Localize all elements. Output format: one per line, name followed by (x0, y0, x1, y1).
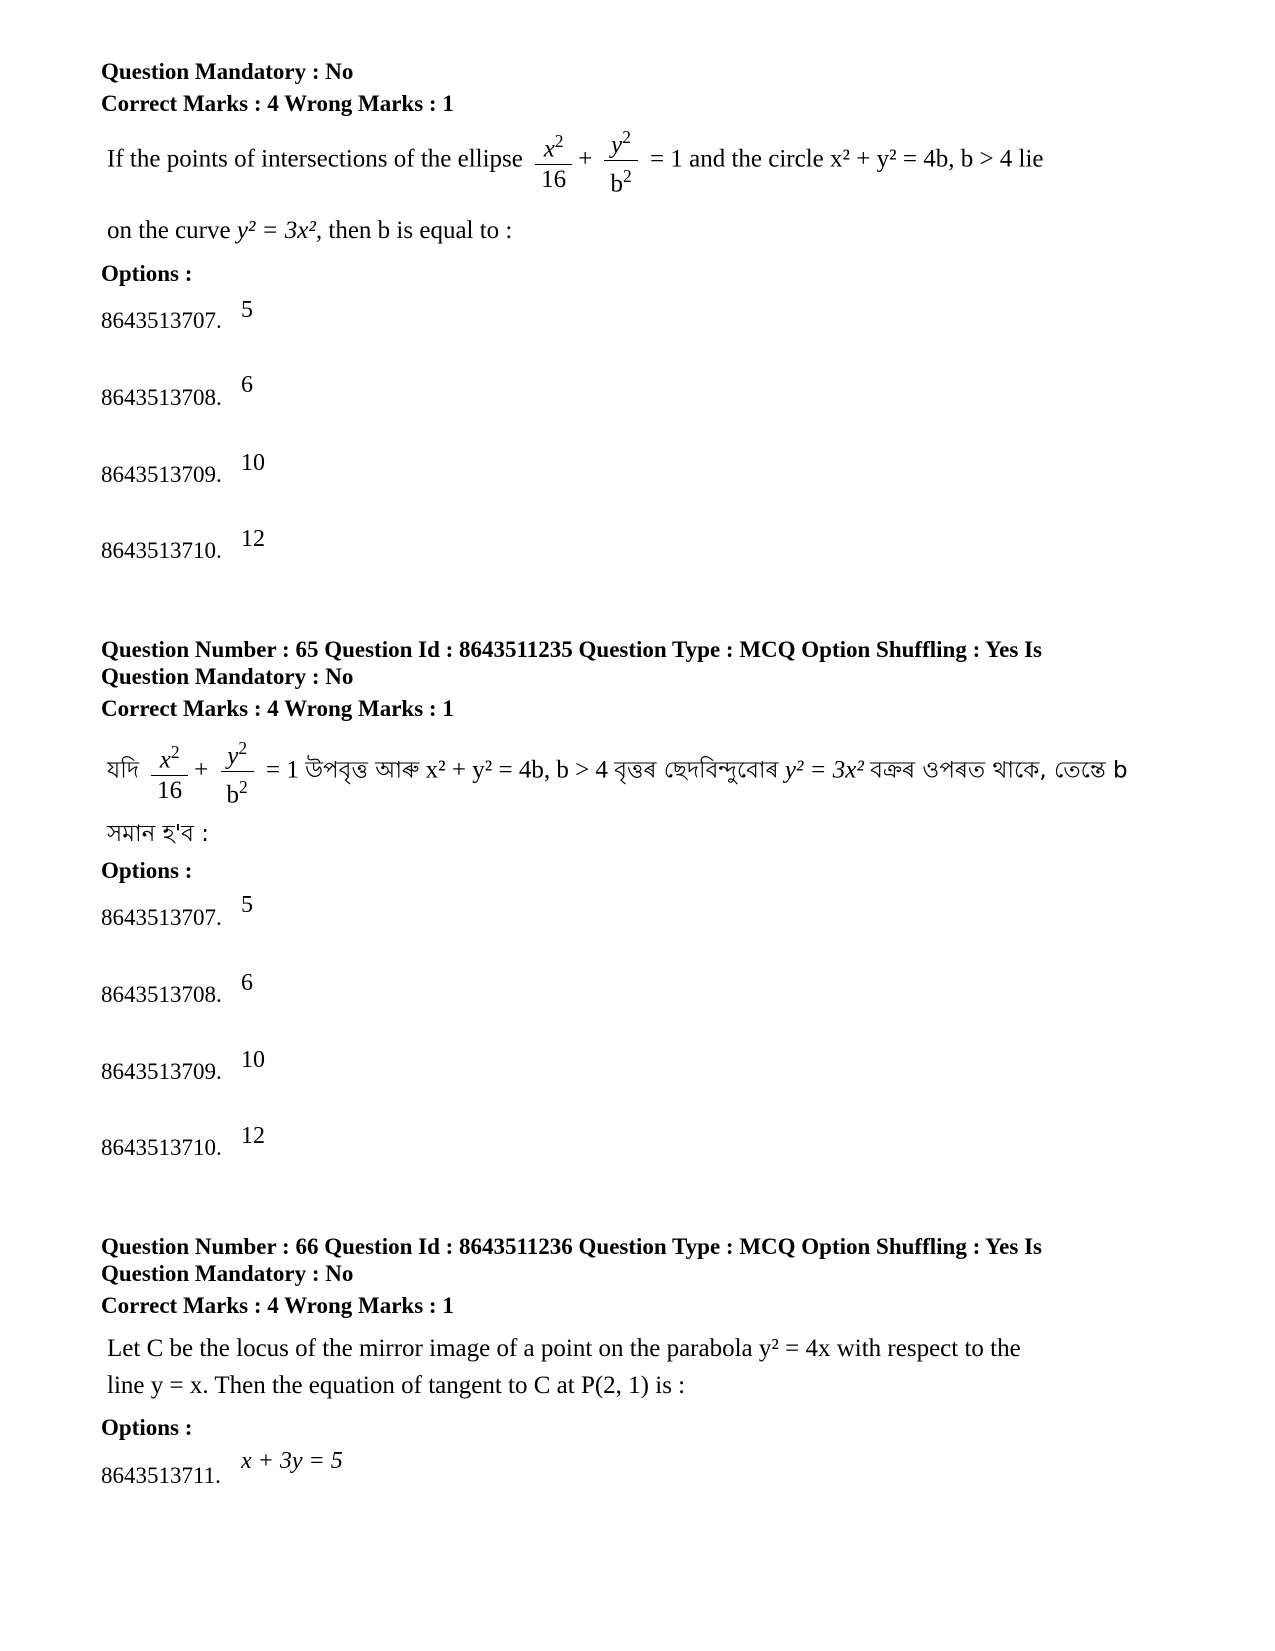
option-value[interactable]: 10 (241, 1047, 265, 1073)
question-text-line2: সমান হ'ব : (107, 821, 209, 847)
question-text-line1: যদি $\frac{x^2}{16}$ + $\frac{y^2}{b^2}$ = 1 উপবৃত্ত আৰু x² + y² = 4b, b > 4 বৃত্তৰ ছেদবিন্দুবোৰ y² = 3x² বক্ৰৰ ওপৰত থাকে, তেন্তে b (107, 733, 1128, 811)
options-label: Options : (101, 261, 193, 286)
question-mandatory: Question Mandatory : No (101, 664, 354, 689)
option-id: 8643513708. (101, 982, 222, 1007)
question-mandatory: Question Mandatory : No (101, 1261, 354, 1286)
question-marks: Correct Marks : 4 Wrong Marks : 1 (101, 1293, 454, 1318)
option-id: 8643513709. (101, 1059, 222, 1084)
option-value[interactable]: 10 (241, 450, 265, 476)
fraction-y2-b2: $\frac{y^2}{b^2}$ (221, 733, 254, 811)
option-id: 8643513707. (101, 905, 222, 930)
question-text-line2: line y = x. Then the equation of tangent to C at P(2, 1) is : (107, 1372, 686, 1399)
options-label: Options : (101, 1415, 193, 1440)
curve-equation: y² = 3x² (784, 756, 864, 784)
option-id: 8643513708. (101, 385, 222, 410)
question-text-line1: If the points of intersections of the ellipse $\frac{x^2}{16}$ + $\frac{y^2}{b^2}$ = 1 and the circle x² + y² = 4b, b > 4 lie (107, 122, 1044, 200)
option-id: 8643513709. (101, 462, 222, 487)
question-marks: Correct Marks : 4 Wrong Marks : 1 (101, 696, 454, 721)
curve-equation: y² = 3x², (236, 217, 323, 244)
option-id: 8643513707. (101, 308, 222, 333)
question-header: Question Number : 66 Question Id : 8643511236 Question Type : MCQ Option Shuffling : Yes Is (101, 1234, 1042, 1259)
question-header: Question Number : 65 Question Id : 8643511235 Question Type : MCQ Option Shuffling : Yes Is (101, 637, 1042, 662)
option-value[interactable]: 6 (241, 372, 253, 398)
option-value[interactable]: x + 3y = 5 (241, 1448, 343, 1474)
option-value[interactable]: 12 (241, 526, 265, 552)
options-label: Options : (101, 858, 193, 883)
circle-equation: x² + y² = 4b, b > 4 (425, 756, 608, 784)
fraction-x2-16: $\frac{x^2}{16}$ (151, 737, 188, 806)
fraction-x2-16: $\frac{x^2}{16}$ (535, 126, 572, 195)
option-value[interactable]: 12 (241, 1123, 265, 1149)
question-text: If the points of intersections of the ellipse (107, 145, 523, 173)
option-value[interactable]: 5 (241, 297, 253, 323)
option-id: 8643513711. (101, 1463, 221, 1488)
question-mandatory: Question Mandatory : No (101, 59, 354, 84)
option-id: 8643513710. (101, 1135, 222, 1160)
question-marks: Correct Marks : 4 Wrong Marks : 1 (101, 91, 454, 116)
fraction-y2-b2: $\frac{y^2}{b^2}$ (604, 122, 637, 200)
option-id: 8643513710. (101, 538, 222, 563)
circle-equation: x² + y² = 4b, b > 4 lie (830, 145, 1044, 173)
option-value[interactable]: 6 (241, 970, 253, 996)
question-text-line2: on the curve y² = 3x², then b is equal to : (107, 217, 513, 244)
question-text-line1: Let C be the locus of the mirror image of a point on the parabola y² = 4x with respect to the (107, 1335, 1021, 1362)
option-value[interactable]: 5 (241, 892, 253, 918)
